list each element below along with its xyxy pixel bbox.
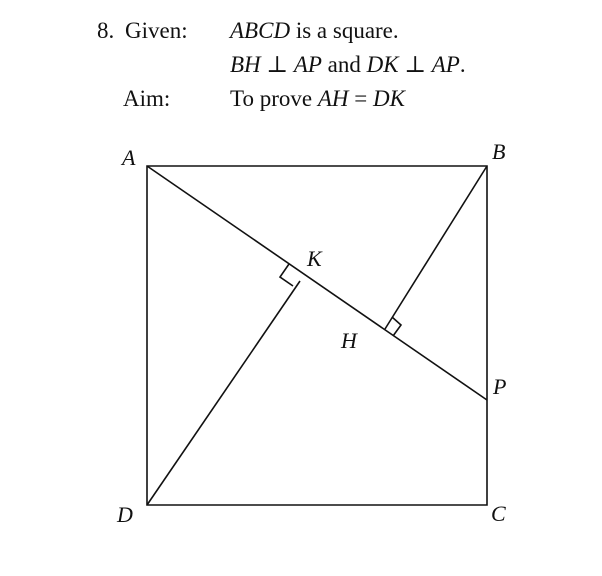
right-angle-mark-h (392, 317, 401, 336)
segment-dk-line (147, 281, 300, 505)
segment-bh: BH (230, 52, 261, 77)
label-k: K (307, 246, 322, 271)
label-h: H (341, 328, 357, 353)
label-b: B (492, 139, 506, 164)
segment-ap-line (147, 166, 487, 400)
square-name: ABCD (230, 18, 291, 43)
square-abcd (147, 166, 487, 505)
segment-bh-line (385, 166, 487, 329)
given-line-1-text: is a square. (290, 18, 399, 43)
segment-dk-aim: DK (372, 86, 405, 111)
segment-ap-1: AP (293, 52, 322, 77)
label-d: D (117, 502, 133, 527)
period: . (459, 52, 466, 77)
perp-symbol-1: ⊥ (260, 52, 294, 77)
perp-symbol-2: ⊥ (398, 52, 432, 77)
segment-ah: AH (317, 86, 349, 111)
equals-sign: = (348, 86, 373, 111)
segment-ap-2: AP (431, 52, 460, 77)
label-a: A (122, 145, 136, 170)
segment-dk: DK (366, 52, 399, 77)
label-c: C (491, 501, 506, 526)
aim-label: Aim: (123, 86, 171, 111)
and-text: and (321, 52, 367, 77)
problem-number: 8. (97, 18, 115, 43)
given-label: Given: (125, 18, 188, 43)
label-p: P (493, 374, 507, 399)
aim-prefix: To prove (230, 86, 318, 111)
right-angle-mark-k (280, 264, 293, 286)
